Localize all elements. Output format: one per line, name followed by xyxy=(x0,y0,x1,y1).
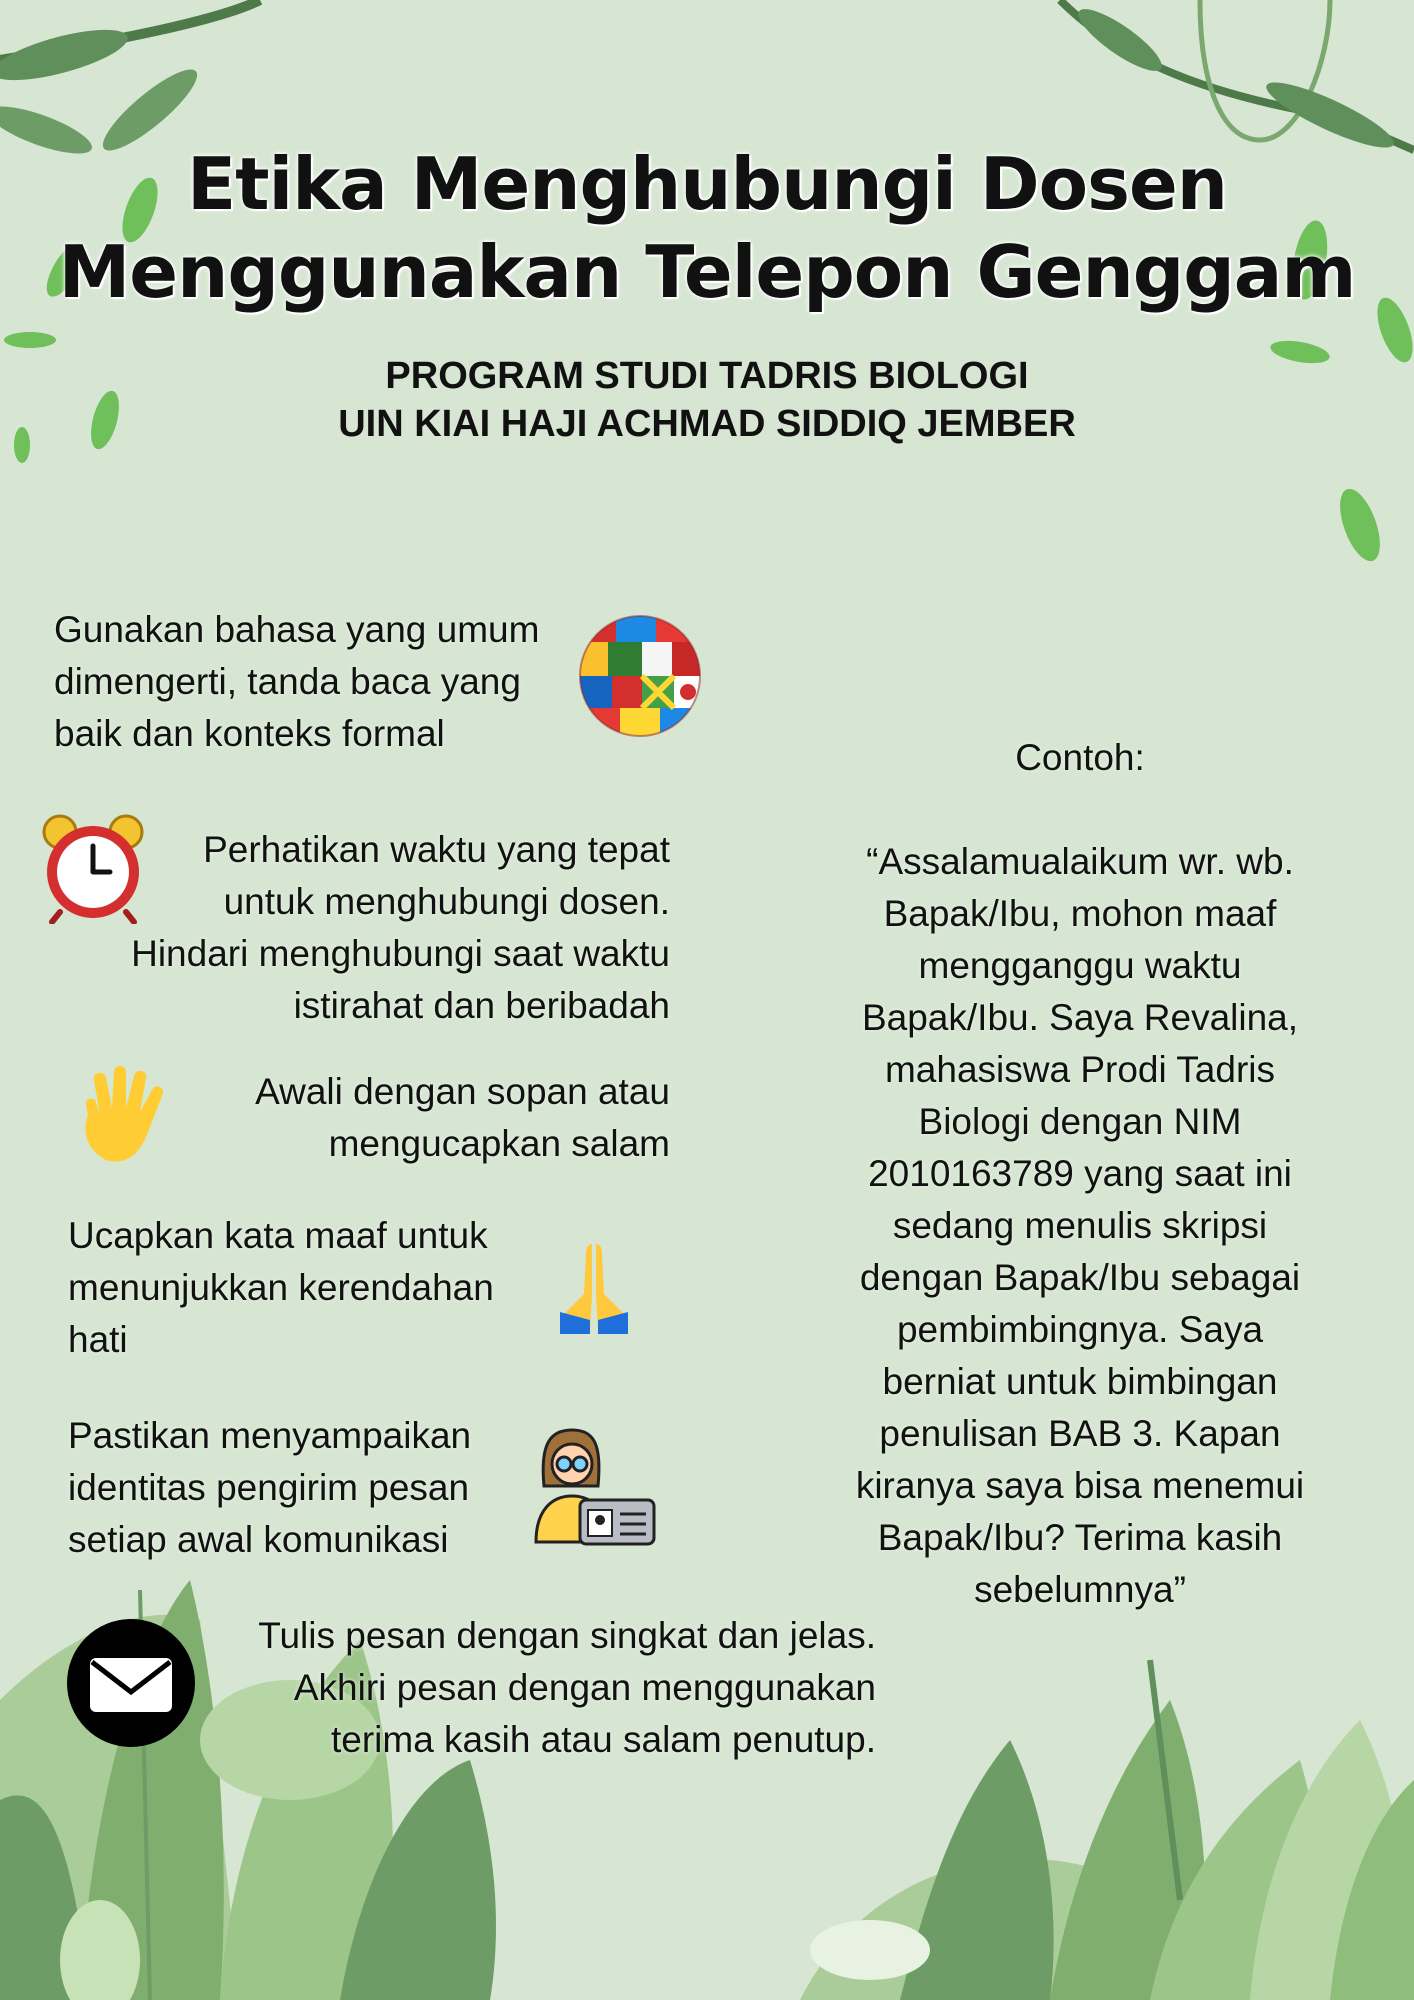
tip-identity: Pastikan menyampaikan identitas pengirim pesan setiap awal komunikasi xyxy=(68,1415,472,1560)
tip-right-time: Perhatikan waktu yang tepat untuk menghubungi dosen. Hindari menghubungi saat waktu istirahat dan beribadah xyxy=(131,829,670,1026)
example-message xyxy=(820,680,1340,1668)
subtitle-line-1: PROGRAM STUDI TADRIS BIOLOGI xyxy=(385,355,1029,397)
example-label: Contoh: xyxy=(1015,737,1145,778)
waving-hand-icon xyxy=(76,1060,176,1170)
page-subtitle xyxy=(0,352,1414,448)
subtitle-line-2: UIN KIAI HAJI ACHMAD SIDDIQ JEMBER xyxy=(338,403,1076,445)
tip-greeting: Awali dengan sopan atau mengucapkan salam xyxy=(255,1071,670,1164)
envelope-icon xyxy=(66,1618,196,1748)
tip-closing: Tulis pesan dengan singkat dan jelas. Akhiri pesan dengan menggunakan terima kasih atau salam penutup. xyxy=(258,1615,876,1760)
title-line-2: Menggunakan Telepon Genggam xyxy=(58,230,1356,314)
globe-flags-icon xyxy=(576,612,704,740)
tip-apology: Ucapkan kata maaf untuk menunjukkan kerendahan hati xyxy=(68,1215,494,1360)
title-line-1: Etika Menghubungi Dosen xyxy=(186,142,1228,226)
id-card-person-icon xyxy=(530,1424,658,1548)
example-text: “Assalamualaikum wr. wb. Bapak/Ibu, mohon maaf mengganggu waktu Bapak/Ibu. Saya Revalina, mahasiswa Prodi Tadris Biologi dengan NIM 2010163789 yang saat ini sedang menulis skripsi dengan Bapak/Ibu sebagai pembimbingnya. Saya berniat untuk bimbingan penulisan BAB 3. Kapan kiranya saya bisa menemui Bapak/Ibu? Terima kasih sebelumnya” xyxy=(855,841,1305,1610)
praying-hands-icon xyxy=(544,1234,644,1334)
page-title xyxy=(0,140,1414,316)
tip-formal-language: Gunakan bahasa yang umum dimengerti, tanda baca yang baik dan konteks formal xyxy=(54,609,540,754)
